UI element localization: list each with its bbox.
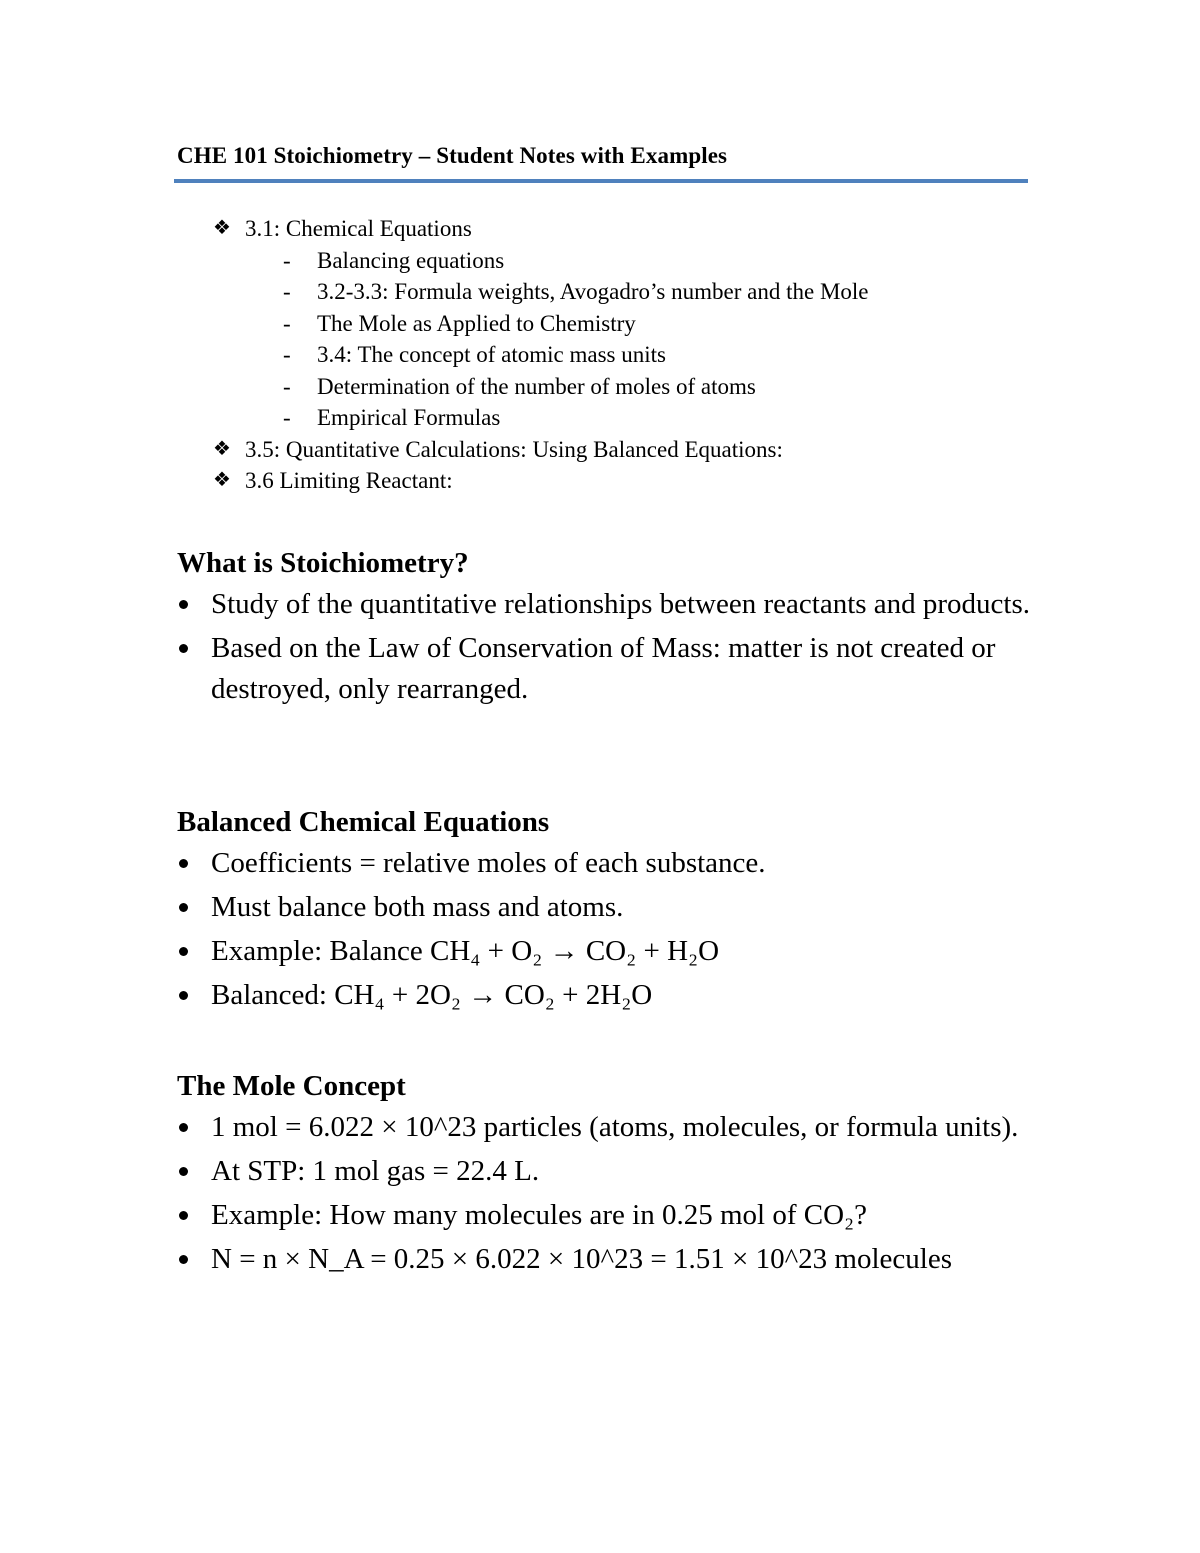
outline-subitem-label: 3.4: The concept of atomic mass units: [317, 342, 666, 367]
section-what-is-stoichiometry: [177, 542, 1037, 713]
section-heading: What is Stoichiometry?: [177, 547, 469, 579]
outline-subitem: [177, 245, 1037, 277]
outline-subitem-label: The Mole as Applied to Chemistry: [317, 310, 636, 336]
list-item: [177, 887, 1037, 928]
section-heading: The Mole Concept: [177, 1070, 406, 1102]
outline-subitem: [177, 308, 1037, 340]
list-item-text: Example: How many molecules are in 0.25 mol of CO₂?: [211, 1199, 868, 1231]
list-item-text: Based on the Law of Conservation of Mass: matter is not created or destroyed, only rearranged.: [211, 632, 996, 705]
bullet-list: [177, 1107, 1037, 1280]
list-item-text: N = n × N_A = 0.25 × 6.022 × 10^23 = 1.51 × 10^23 molecules: [211, 1243, 953, 1275]
diamond-bullet-icon: ❖: [213, 217, 231, 239]
outline-subitem: [177, 276, 1037, 308]
list-item-text: Must balance both mass and atoms.: [211, 891, 624, 923]
list-item-text: Coefficients = relative moles of each substance.: [211, 847, 766, 879]
list-item-text: Balanced: CH₄ + 2O₂ → CO₂ + 2H₂O: [211, 979, 653, 1011]
list-item: [177, 1107, 1037, 1148]
outline-item-label: 3.5: Quantitative Calculations: Using Balanced Equations:: [245, 436, 783, 462]
list-item: [177, 584, 1037, 625]
section-balanced-equations: [177, 801, 1037, 1019]
list-item: [177, 843, 1037, 884]
dash-bullet: -: [283, 279, 291, 304]
bullet-dot-icon: [179, 1123, 188, 1132]
bullet-dot-icon: [179, 1211, 188, 1220]
bullet-list: [177, 584, 1037, 710]
document-title: CHE 101 Stoichiometry – Student Notes with Examples: [177, 143, 728, 168]
list-item-text: Example: Balance CH₄ + O₂ → CO₂ + H₂O: [211, 935, 720, 967]
bullet-dot-icon: [179, 600, 188, 609]
list-item: [177, 975, 1037, 1016]
diamond-bullet-icon: ❖: [213, 437, 231, 460]
bullet-dot-icon: [179, 1255, 188, 1264]
outline-subitem-label: 3.2-3.3: Formula weights, Avogadro’s number and the Mole: [317, 279, 869, 304]
bullet-dot-icon: [179, 859, 188, 868]
bullet-dot-icon: [179, 644, 188, 653]
topic-outline: [177, 213, 1037, 497]
dash-bullet: -: [283, 342, 291, 367]
dash-bullet: -: [283, 405, 291, 430]
list-item: [177, 1151, 1037, 1192]
outline-subitem: [177, 402, 1037, 434]
bullet-dot-icon: [179, 991, 188, 1000]
outline-subitem-label: Determination of the number of moles of atoms: [317, 373, 756, 399]
outline-item: [177, 213, 1037, 245]
list-item: [177, 1195, 1037, 1236]
section-mole-concept: [177, 1065, 1037, 1283]
list-item: [177, 628, 1037, 710]
outline-subitem-label: Balancing equations: [317, 247, 505, 273]
bullet-dot-icon: [179, 947, 188, 956]
list-item: [177, 1239, 1037, 1280]
dash-bullet: -: [283, 310, 291, 336]
list-item-text: 1 mol = 6.022 × 10^23 particles (atoms, molecules, or formula units).: [211, 1111, 1019, 1143]
bullet-dot-icon: [179, 1167, 188, 1176]
section-heading: Balanced Chemical Equations: [177, 806, 550, 838]
dash-bullet: -: [283, 373, 291, 399]
bullet-list: [177, 843, 1037, 1016]
list-item-text: At STP: 1 mol gas = 22.4 L.: [211, 1155, 540, 1187]
list-item-text: Study of the quantitative relationships between reactants and products.: [211, 588, 1031, 620]
outline-item-label: 3.6 Limiting Reactant:: [245, 468, 453, 493]
outline-item-label: 3.1: Chemical Equations: [245, 216, 472, 241]
outline-item: [177, 465, 1037, 497]
outline-subitem: [177, 339, 1037, 371]
outline-item: [177, 434, 1037, 466]
outline-subitem: [177, 371, 1037, 403]
bullet-dot-icon: [179, 903, 188, 912]
title-underline: [174, 179, 1028, 183]
diamond-bullet-icon: ❖: [213, 469, 231, 491]
list-item: [177, 931, 1037, 972]
dash-bullet: -: [283, 247, 291, 273]
outline-subitem-label: Empirical Formulas: [317, 405, 501, 430]
